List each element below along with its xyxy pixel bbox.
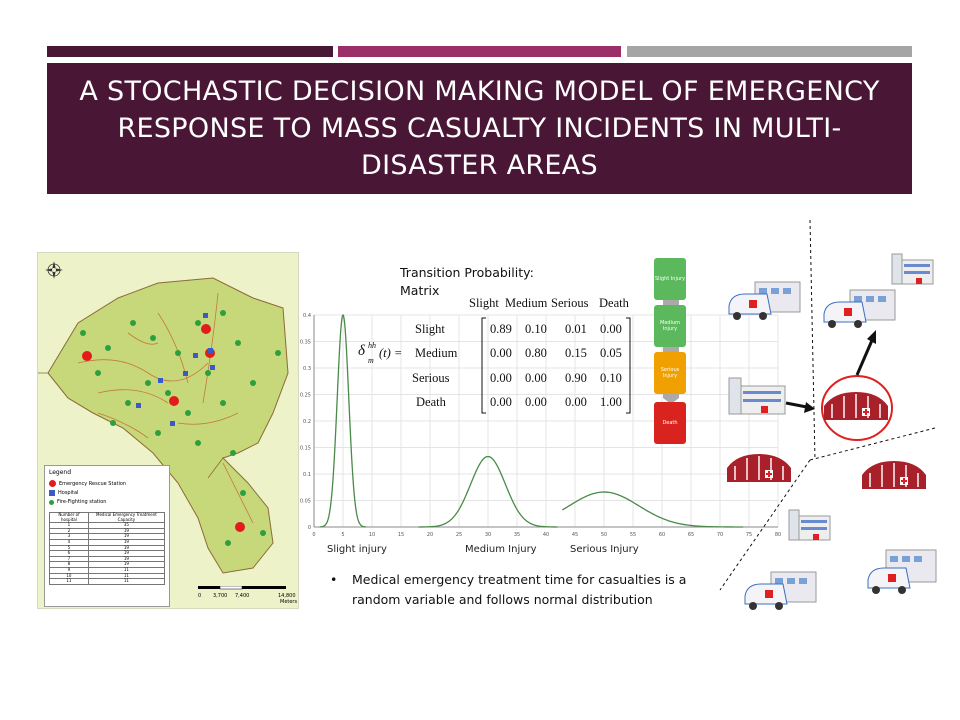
x-tick-label: 10 [368,532,376,538]
y-tick-label: 0.4 [303,313,311,319]
slide-title: A STOCHASTIC DECISION MAKING MODEL OF EMERGENCY RESPONSE TO MASS CASUALTY INCIDENTS IN MULTI-DISASTER AREAS [79,76,880,181]
matrix-cell: 0.00 [525,371,547,385]
matrix-cell: 0.00 [490,346,512,360]
table-cell: 6 [50,551,89,557]
table-cell: 7 [50,556,89,562]
table-cell: 3 [50,534,89,540]
table-cell: 19 [88,562,164,568]
x-tick-label: 45 [571,532,579,538]
table-cell: 19 [88,528,164,534]
label-medium-injury: Medium Injury [465,544,537,555]
label-serious-injury: Serious Injury [570,544,639,555]
field-tent-icon [725,450,793,486]
hospital-building-icon [890,252,935,287]
matrix-row-header: Slight [415,322,445,336]
hospital-building-icon [787,508,832,543]
hospital-building-icon [727,376,787,416]
ambulance-hospital-icon [727,276,802,324]
matrix-col-header: Serious [551,296,589,310]
table-header-row: Number of hospital Medical Emergency Treatment Capacity [50,513,165,523]
transition-title: Transition Probability: Matrix [400,265,534,298]
x-tick-label: 60 [658,532,666,538]
table-cell: 10 [50,573,89,579]
table-row [50,579,165,585]
table-cell: 11 [50,579,89,585]
x-tick-label: 80 [774,532,782,538]
matrix-cell: 0.00 [525,395,547,409]
matrix-cell: 0.05 [600,346,622,360]
matrix-cell: 0.00 [600,322,622,336]
field-tent-icon [860,457,928,493]
table-cell: 35 [88,523,164,529]
x-tick-label: 70 [716,532,724,538]
x-tick-label: 35 [513,532,521,538]
table-cell: 19 [88,551,164,557]
header-bar-1 [47,46,333,57]
matrix-symbol: δ [358,343,365,359]
table-cell: 1 [50,523,89,529]
matrix-cell: 0.80 [525,346,547,360]
x-tick-label: 65 [687,532,695,538]
table-cell: 11 [88,567,164,573]
ambulance-hospital-icon [822,284,897,332]
hospital-icon [49,490,55,496]
matrix-col-header: Medium [505,296,548,310]
table-cell: 19 [88,545,164,551]
matrix-cell: 0.10 [525,322,547,336]
flow-step-death: Death [654,402,686,444]
matrix-col-header: Death [599,296,629,310]
legend-item: Fire-Fighting station [49,499,106,505]
x-tick-label: 0 [312,532,316,538]
x-tick-label: 20 [426,532,434,538]
bullet-dot: • [330,572,338,587]
matrix-cell: 0.10 [600,371,622,385]
table-cell: 19 [88,534,164,540]
label-slight-injury: Slight injury [327,544,387,555]
ambulance-hospital-icon [866,546,941,598]
matrix-cell: 0.00 [565,395,587,409]
matrix-cell: 0.00 [490,395,512,409]
x-tick-label: 75 [745,532,753,538]
x-tick-label: 15 [397,532,405,538]
matrix-cell: 0.00 [490,371,512,385]
table-cell: 19 [88,539,164,545]
matrix-cell: 0.15 [565,346,587,360]
bullet-point [330,570,730,610]
table-cell: 5 [50,545,89,551]
bullet-text: Medical emergency treatment time for casualties is a random variable and follows normal distribution [352,572,687,607]
table-cell: 19 [88,556,164,562]
map-legend [44,465,170,607]
y-tick-label: 0.35 [300,339,311,346]
y-tick-label: 0.15 [300,445,311,452]
map-scale: 0 3,700 7,400 14,800 Meters [198,586,293,594]
table-cell: 4 [50,539,89,545]
matrix-cell: 1.00 [600,395,622,409]
matrix-cell: 0.89 [490,322,512,336]
y-tick-label: 0.2 [303,419,311,425]
flow-step-serious: Serious Injury [654,352,686,394]
x-tick-label: 5 [341,532,345,538]
table-cell: 11 [88,579,164,585]
table-cell: 8 [50,562,89,568]
y-tick-label: 0.3 [303,366,311,372]
y-tick-label: 0.1 [303,472,311,478]
field-tent-icon [822,388,890,424]
fire-station-icon [49,500,54,505]
matrix-col-header: Slight [469,296,499,310]
x-tick-label: 55 [629,532,637,538]
rescue-station-icon [49,480,56,487]
slide-title-box [47,63,912,194]
legend-title: Legend [49,469,72,476]
legend-item: Hospital [49,490,78,496]
flow-step-slight: Slight Injury [654,258,686,300]
matrix-row-header: Death [416,395,446,409]
legend-item: Emergency Rescue Station [49,480,126,487]
region-map [37,252,299,609]
matrix-row-header: Medium [415,346,458,360]
matrix-row-header: Serious [412,371,450,385]
table-cell: 2 [50,528,89,534]
x-tick-label: 40 [542,532,550,538]
y-tick-label: 0 [307,525,311,531]
matrix-symbol-sup: hh [368,341,376,350]
table-cell: 9 [50,567,89,573]
x-tick-label: 25 [455,532,463,538]
hospital-capacity-table [49,512,165,585]
x-tick-label: 30 [484,532,492,538]
y-tick-label: 0.25 [300,392,311,399]
y-tick-label: 0.05 [300,498,311,505]
header-bar-3 [627,46,912,57]
ambulance-hospital-icon [743,566,818,614]
matrix-cell: 0.01 [565,322,587,336]
matrix-symbol-sub: m [368,356,374,365]
flow-step-medium: Medium Injury [654,305,686,347]
table-cell: 11 [88,573,164,579]
matrix-equation: (t) = [379,346,403,360]
header-bar-2 [338,46,621,57]
transition-matrix [355,296,635,416]
x-tick-label: 50 [600,532,608,538]
matrix-cell: 0.90 [565,371,587,385]
